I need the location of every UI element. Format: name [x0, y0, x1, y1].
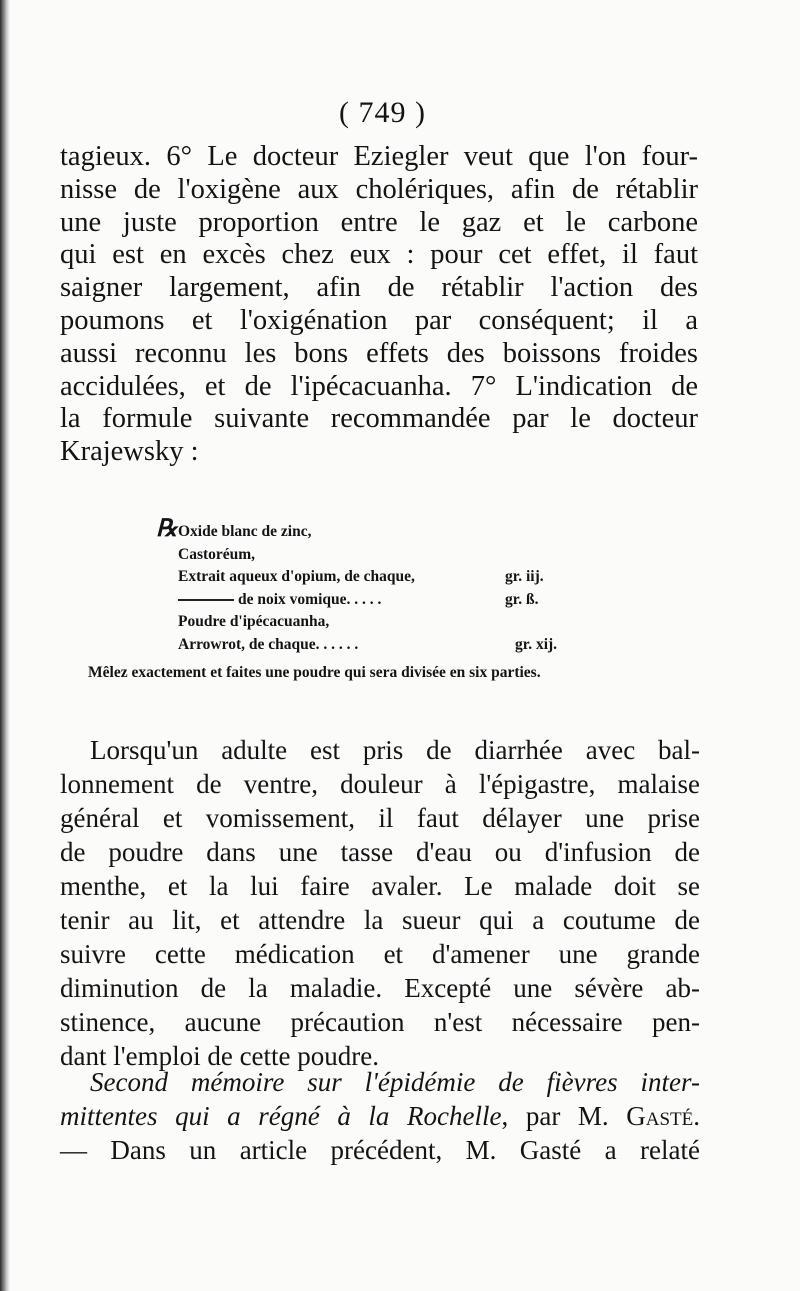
text-line [60, 1099, 700, 1133]
text-line: poumons et l'oxigénation par conséquent; il a [60, 304, 698, 336]
formula-line [150, 544, 710, 567]
text-line: aussi reconnu les bons effets des boissons froides [60, 337, 698, 369]
text-line: qui est en excès chez eux : pour cet effet, il faut [60, 239, 698, 271]
text-line: Krajewsky : [60, 436, 199, 468]
paragraph-3 [60, 1065, 701, 1167]
paragraph-1 [60, 141, 698, 469]
text-line: diminution de la maladie. Excepté une sévère ab- [60, 973, 700, 1003]
text-line: nisse de l'oxigène aux cholériques, afin de rétablir [60, 173, 698, 205]
formula-ingredient: Extrait aqueux d'opium, de chaque, [178, 568, 415, 585]
text-line: Lorsqu'un adulte est pris de diarrhée avec bal- [90, 735, 700, 765]
memoir-title: Second mémoire sur l'épidémie de fièvres inter- [90, 1067, 700, 1097]
byline: , par M. [501, 1101, 627, 1131]
formula-ingredient: Castoréum, [178, 545, 256, 563]
text-line: tagieux. 6° Le docteur Eziegler veut que l'on four- [60, 141, 698, 172]
formula-ingredient: Arrowrot, de chaque. . . . . . [178, 635, 359, 653]
recipe-icon: ℞ [156, 516, 178, 542]
paragraph-2 [60, 733, 700, 1073]
page-number: ( 749 ) [339, 96, 426, 129]
text-line: stinence, aucune précaution n'est nécessaire pen- [60, 1007, 700, 1037]
author-name: Gasté. [626, 1101, 701, 1131]
page-edge-shadow [0, 0, 10, 1291]
formula-quantity: gr. xij. [515, 635, 558, 653]
formula-instruction: Mêlez exactement et faites une poudre qui sera divisée en six parties. [88, 664, 541, 681]
formula-line [150, 634, 710, 657]
formula-line [150, 589, 710, 612]
text-line: menthe, et la lui faire avaler. Le malade doit se [60, 871, 700, 901]
text-line: dant l'emploi de cette poudre. [60, 1041, 380, 1071]
formula-ingredient: de noix vomique. . . . . [238, 590, 382, 608]
memoir-title: mittentes qui a régné à la Rochelle [60, 1101, 502, 1131]
formula-ingredient: Poudre d'ipécacuanha, [178, 613, 330, 630]
text-line [90, 1065, 700, 1099]
formula-quantity: gr. ß. [505, 590, 539, 608]
text-line: accidulées, et de l'ipécacuanha. 7° L'indication de [60, 370, 698, 402]
text-line: lonnement de ventre, douleur à l'épigastre, malaise [60, 769, 700, 799]
text-line: général et vomissement, il faut délayer une prise [60, 803, 700, 833]
text-line: la formule suivante recommandée par le docteur [60, 403, 698, 435]
prescription-formula [150, 516, 710, 656]
text-line: de poudre dans une tasse d'eau ou d'infusion de [60, 837, 700, 867]
text-line: suivre cette médication et d'amener une grande [60, 939, 700, 969]
text-line: tenir au lit, et attendre la sueur qui a coutume de [60, 905, 700, 935]
formula-line [150, 521, 710, 544]
formula-line [150, 566, 710, 589]
formula-line [150, 611, 710, 634]
text-line: — Dans un article précédent, M. Gasté a relaté [60, 1135, 700, 1165]
formula-quantity: gr. iij. [505, 568, 544, 585]
text-line: saigner largement, afin de rétablir l'action des [60, 272, 698, 304]
ditto-dash [178, 599, 234, 601]
formula-ingredient: Oxide blanc de zinc, [178, 523, 312, 540]
text-line: une juste proportion entre le gaz et le carbone [60, 206, 698, 238]
